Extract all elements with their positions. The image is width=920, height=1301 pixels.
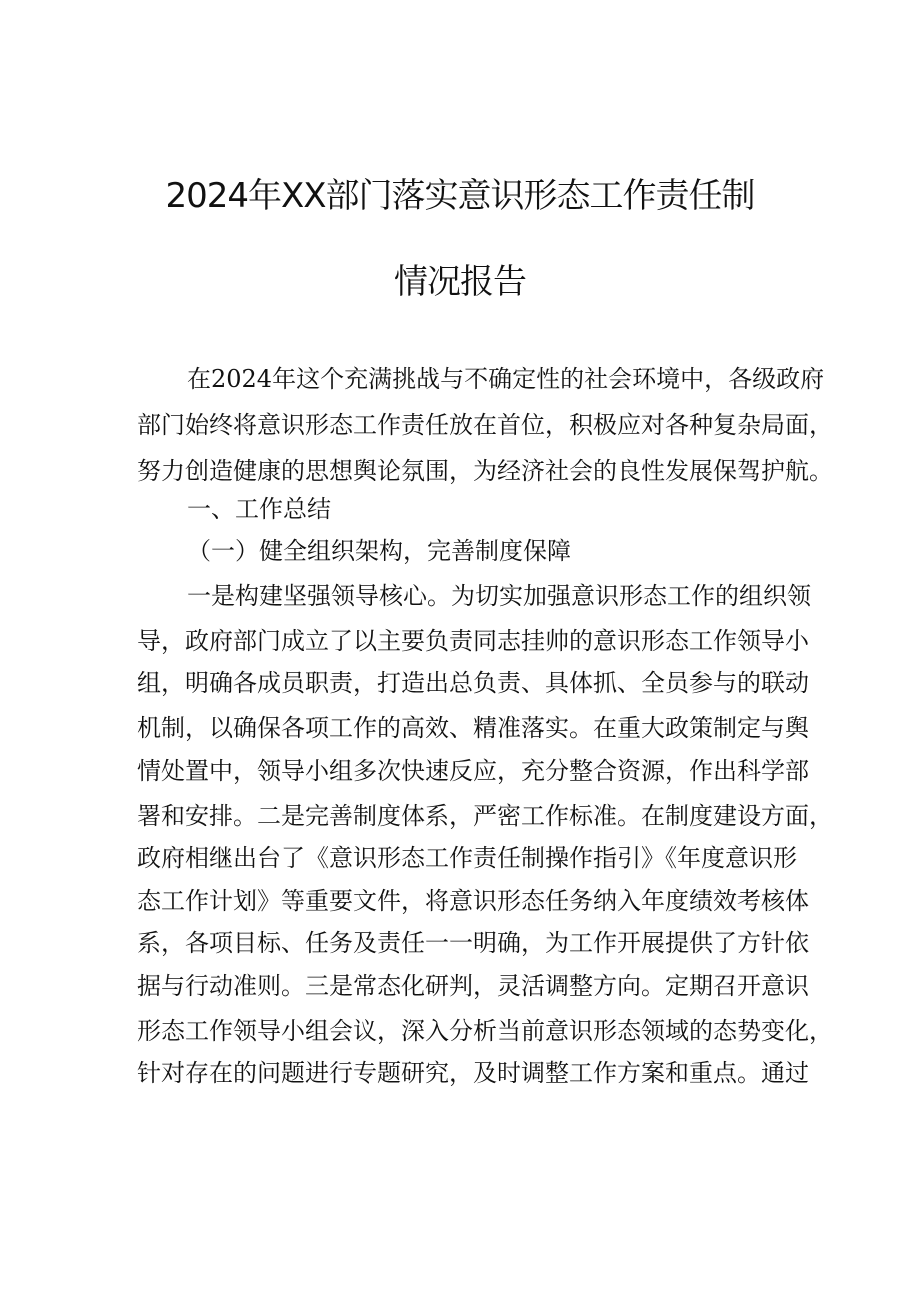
body-line-4: 机制，以确保各项工作的高效、精准落实。在重大政策制定与舆	[137, 714, 809, 742]
body-line-1: 一是构建坚强领导核心。为切实加强意识形态工作的组织领	[187, 582, 811, 610]
body-line-11: 形态工作领导小组会议，深入分析当前意识形态领域的态势变化，	[137, 1017, 833, 1045]
intro-line-2: 部门始终将意识形态工作责任放在首位，积极应对各种复杂局面，	[137, 411, 833, 439]
subsection-heading: （一）健全组织架构，完善制度保障	[187, 537, 571, 565]
document-title-line-2: 情况报告	[394, 262, 526, 302]
body-line-5: 情处置中，领导小组多次快速反应，充分整合资源，作出科学部	[137, 757, 809, 785]
section-heading: 一、工作总结	[187, 495, 331, 523]
body-line-8: 态工作计划》等重要文件，将意识形态任务纳入年度绩效考核体	[137, 887, 809, 915]
body-line-6: 署和安排。二是完善制度体系，严密工作标准。在制度建设方面，	[137, 802, 833, 830]
intro-line-3: 努力创造健康的思想舆论氛围，为经济社会的良性发展保驾护航。	[137, 457, 833, 485]
body-line-10: 据与行动准则。三是常态化研判，灵活调整方向。定期召开意识	[137, 972, 809, 1000]
document-title-line-1: 2024年XX部门落实意识形态工作责任制	[165, 176, 755, 216]
body-line-12: 针对存在的问题进行专题研究，及时调整工作方案和重点。通过	[137, 1059, 809, 1087]
body-line-7: 政府相继出台了《意识形态工作责任制操作指引》《年度意识形	[137, 844, 797, 872]
body-line-2: 导，政府部门成立了以主要负责同志挂帅的意识形态工作领导小	[137, 627, 809, 655]
body-line-3: 组，明确各成员职责，打造出总负责、具体抓、全员参与的联动	[137, 669, 809, 697]
intro-line-1: 在2024年这个充满挑战与不确定性的社会环境中，各级政府	[187, 365, 825, 393]
body-line-9: 系，各项目标、任务及责任一一明确，为工作开展提供了方针依	[137, 929, 809, 957]
